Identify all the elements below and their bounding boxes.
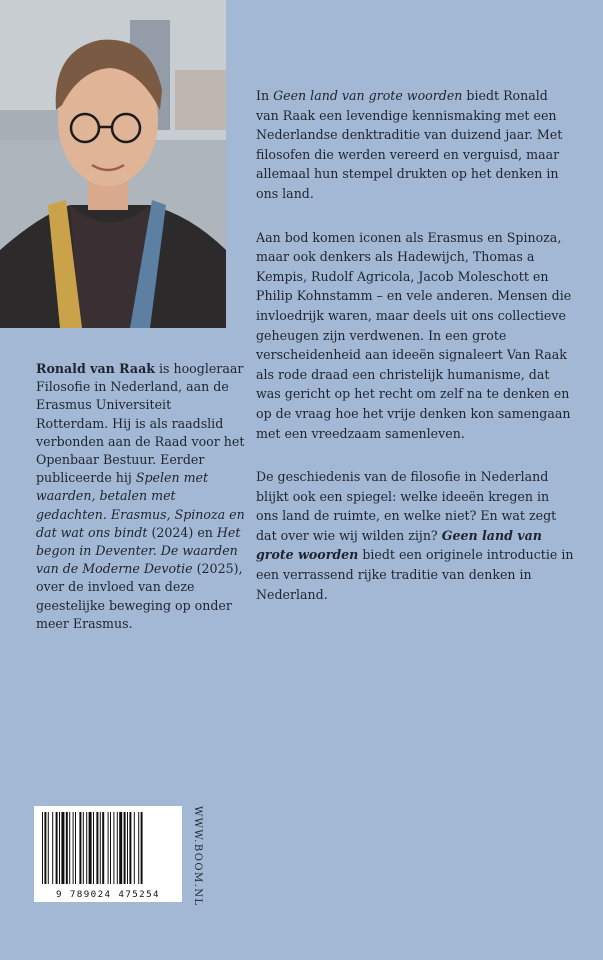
blurb-text: In <box>256 88 274 103</box>
isbn-number: 9 789024 475254 <box>56 889 160 900</box>
barcode-bar <box>129 812 131 884</box>
book-title: Geen land van grote woorden <box>273 88 463 103</box>
barcode-bar <box>42 812 43 884</box>
blurb-text: De geschiedenis van de filosofie in Nederland blijkt ook een spiegel: welke ideeën kregen in ons land de ruimte, en welke niet? En wat zegt dat over wie wij wilden zijn? <box>256 469 557 543</box>
blurb-text: biedt Ronald van Raak een levendige kennismaking met een Nederlandse denktraditie van duizend jaar. Met filosofen die werden vereerd en verguisd, maar allemaal hun stempel drukten op het denken in ons land. <box>256 88 563 201</box>
barcode-bar <box>110 812 111 884</box>
blurb-paragraph-2: Aan bod komen iconen als Erasmus en Spinoza, maar ook denkers als Hadewijch, Thomas a Kempis, Rudolf Agricola, Jacob Moleschott en Philip Kohnstamm – en vele anderen. Mensen die invloedrijk waren, maar deels uit ons collectieve geheugen zijn verdwenen. In een grote verscheidenheid aan ideeën signaleert Van Raak als rode draad een christelijk humanisme, dat was gericht op het recht om zelf na te denken en op de vraag hoe het vrije denken kon samengaan met een vreedzaam samenleven. <box>256 229 572 441</box>
barcode-bar <box>100 812 101 884</box>
publisher-url-text: WWW.BOOM.NL <box>192 806 203 907</box>
barcode-bar <box>102 812 104 884</box>
author-bio-paragraph <box>36 360 246 633</box>
barcode-bar <box>89 812 92 884</box>
barcode-bar <box>73 812 74 884</box>
barcode-bar <box>83 812 84 884</box>
barcode-bar <box>108 812 109 884</box>
bio-text: is hoogleraar Filosofie in Nederland, aan de Erasmus Universiteit Rotterdam. Hij is als raadslid verbonden aan de Raad voor het Openbaar Bestuur. Eerder publiceerde hij <box>36 361 245 486</box>
blurb-text: biedt een originele introductie in een verrassend rijke traditie van denken in Nederland. <box>256 547 574 602</box>
barcode-bar <box>75 812 76 884</box>
barcode-bars <box>34 806 182 888</box>
bio-book-title: Het begon in Deventer. De waarden van de Moderne Devotie <box>36 524 241 577</box>
barcode-bar <box>93 812 94 884</box>
barcode-bar <box>66 812 68 884</box>
isbn-barcode <box>34 806 182 902</box>
barcode-bar <box>59 812 60 884</box>
author-portrait-illustration <box>0 0 226 328</box>
bio-book-title: Spelen met waarden, betalen met gedachten. Erasmus, Spinoza en dat wat ons bindt <box>36 470 245 540</box>
barcode-bar <box>134 812 135 884</box>
book-title: Geen land van grote woorden <box>256 527 542 563</box>
barcode-bar <box>141 812 143 884</box>
author-photo <box>0 0 226 328</box>
barcode-bar <box>79 812 81 884</box>
barcode-bar <box>119 812 122 884</box>
barcode-bar <box>44 812 46 884</box>
author-name: Ronald van Raak <box>36 361 155 376</box>
blurb-paragraph-3 <box>256 467 574 604</box>
barcode-bar <box>96 812 98 884</box>
barcode-bar <box>61 812 64 884</box>
barcode-bar <box>127 812 128 884</box>
bio-text: (2024) en <box>147 524 217 540</box>
barcode-bar <box>86 812 87 884</box>
barcode-bar <box>138 812 139 884</box>
blurb-paragraph-1 <box>256 86 574 204</box>
bio-text: (2025), over de invloed van deze geestelijke beweging op onder meer Erasmus. <box>36 561 243 631</box>
barcode-bar <box>52 812 53 884</box>
barcode-bar <box>48 812 49 884</box>
publisher-url <box>190 806 204 907</box>
author-bio <box>36 360 246 633</box>
barcode-bar <box>124 812 126 884</box>
barcode-bar <box>56 812 58 884</box>
back-cover-blurb <box>256 86 574 628</box>
barcode-bar <box>113 812 114 884</box>
barcode-bar <box>117 812 118 884</box>
barcode-bar <box>69 812 70 884</box>
